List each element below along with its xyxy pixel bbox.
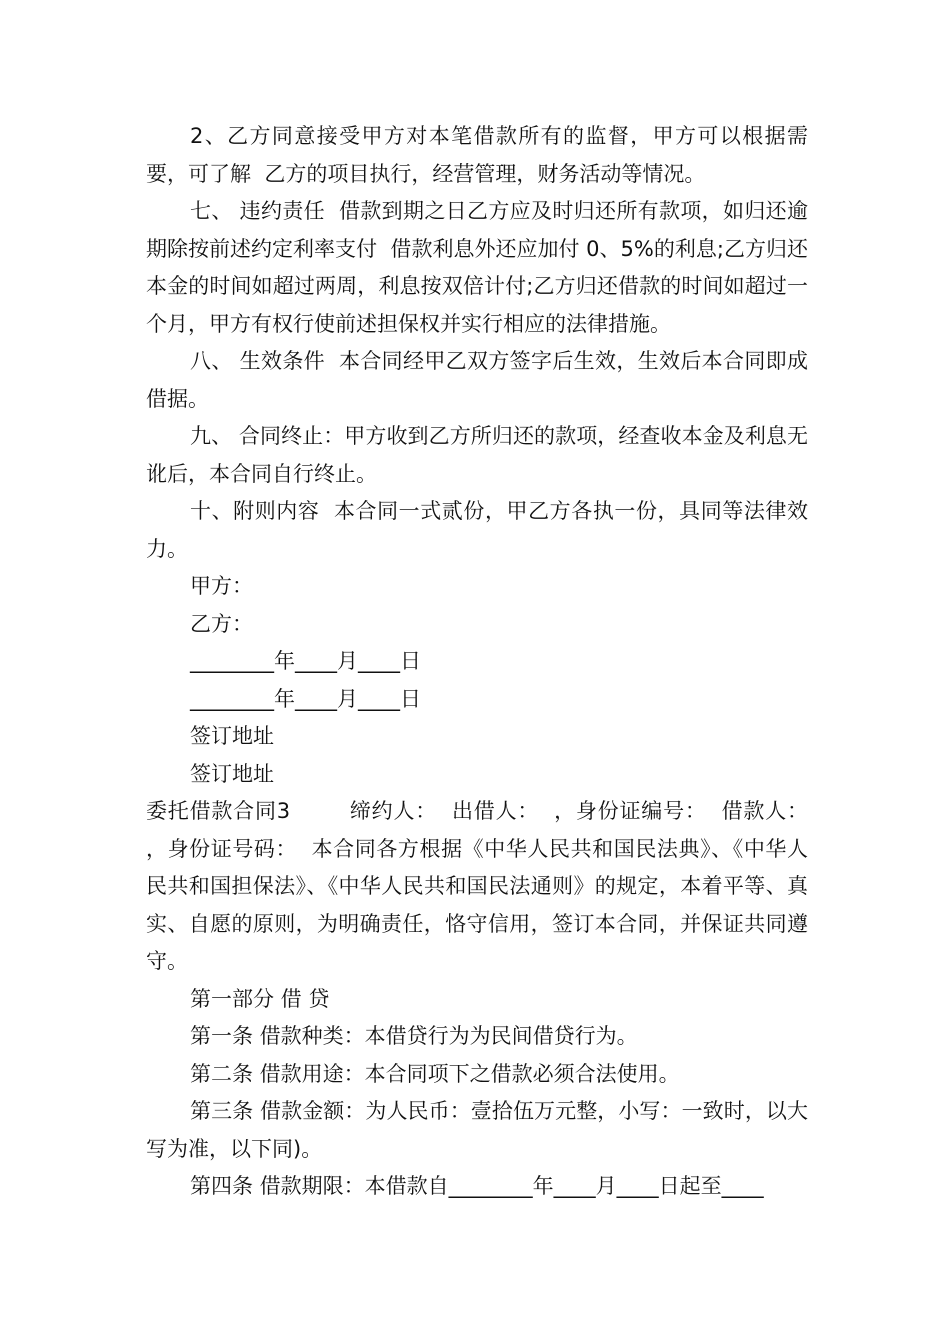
part-heading: 第一部分 借 贷 (190, 986, 330, 1011)
article-3: 第三条 借款金额：为人民币：壹拾伍万元整，小写：一致时，以大写为准，以下同)。 (146, 1099, 808, 1161)
signing-date-line: ________年____月____日 (190, 686, 421, 711)
clause-breach-liability: 七、 违约责任 借款到期之日乙方应及时归还所有款项，如归还逾期除按前述约定利率支付 借款利息外还应加付 0、5%的利息;乙方归还本金的时间如超过两周，利息按双倍计付;乙方归还借款的时间如超过一个月，甲方有权行使前述担保权并实行相应的法律措施。 (146, 199, 808, 336)
signing-date-line: ________年____月____日 (190, 649, 421, 673)
article-1: 第一条 借款种类：本借贷行为为民间借贷行为。 (190, 1024, 638, 1048)
party-b-label: 乙方： (190, 611, 253, 636)
clause-effective-conditions: 八、 生效条件 本合同经甲乙双方签字后生效，生效后本合同即成借据。 (146, 349, 808, 411)
signing-place-label: 签订地址 (190, 761, 274, 786)
signing-place-label: 签订地址 (190, 724, 274, 748)
party-a-label: 甲方： (190, 574, 253, 598)
clause-termination: 九、 合同终止：甲方收到乙方所归还的款项，经查收本金及利息无讹后，本合同自行终止。 (146, 424, 808, 486)
clause-supervision: 2、乙方同意接受甲方对本笔借款所有的监督，甲方可以根据需要，可了解 乙方的项目执行，经营管理，财务活动等情况。 (146, 124, 808, 186)
article-2: 第二条 借款用途：本合同项下之借款必须合法使用。 (190, 1061, 680, 1086)
clause-supplementary: 十、附则内容 本合同一式贰份，甲乙方各执一份，具同等法律效力。 (146, 499, 808, 561)
article-4: 第四条 借款期限：本借款自________年____月____日起至____ (190, 1174, 764, 1198)
document-body (146, 118, 822, 1206)
contract3-intro: 委托借款合同3 缔约人： 出借人： ，身份证编号： 借款人： ，身份证号码： 本合同各方根据《中华人民共和国民法典》、《中华人民共和国担保法》、《中华人民共和国民法通则》的规定，本着平等、真实、自愿的原则，为明确责任，恪守信用，签订本合同，并保证共同遵守。 (146, 799, 822, 973)
